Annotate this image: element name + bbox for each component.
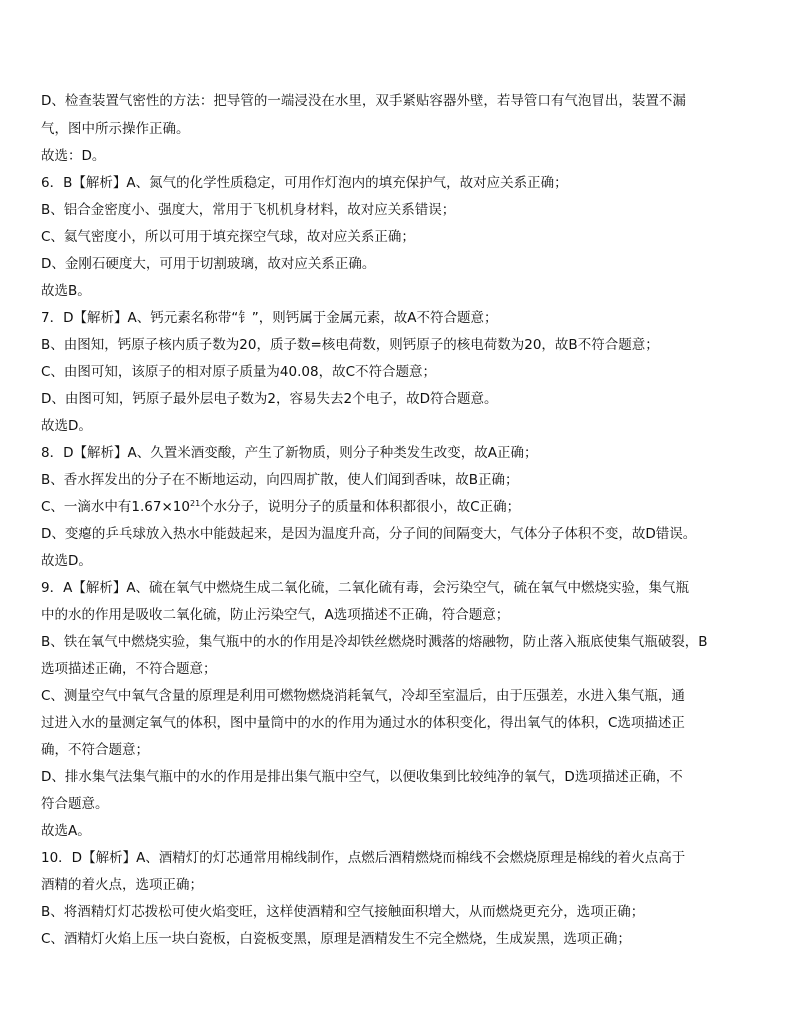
text-line: D、由图可知，钙原子最外层电子数为2，容易失去2个电子，故D符合题意。 xyxy=(41,391,498,407)
text-line: C、测量空气中氧气含量的原理是利用可燃物燃烧消耗氧气，冷却至室温后，由于压强差，水进入集气瓶，通 xyxy=(41,688,685,704)
superscript-exponent: 21 xyxy=(189,499,201,508)
text-fragment: C、一滴水中有1.67×10 xyxy=(41,499,190,515)
text-line: C、氦气密度小，所以可用于填充探空气球，故对应关系正确； xyxy=(41,229,415,245)
text-line: 故选D。 xyxy=(41,553,92,569)
text-line: 8．D【解析】A、久置米酒变酸，产生了新物质，则分子种类发生改变，故A正确； xyxy=(41,445,538,461)
text-line: 9．A【解析】A、硫在氧气中燃烧生成二氧化硫，二氧化硫有毒，会污染空气，硫在氧气中燃烧实验，集气瓶 xyxy=(41,580,690,596)
text-line: 故选：D。 xyxy=(41,148,106,164)
text-line: 确，不符合题意； xyxy=(41,742,149,758)
text-line: 选项描述正确，不符合题意； xyxy=(41,661,217,677)
text-line: B、将酒精灯灯芯拨松可使火焰变旺，这样使酒精和空气接触面积增大，从而燃烧更充分，选项正确； xyxy=(41,904,645,920)
text-line: 故选B。 xyxy=(41,283,91,299)
text-fragment: 个水分子，说明分子的质量和体积都很小，故C正确； xyxy=(200,499,521,515)
text-line: 气，图中所示操作正确。 xyxy=(41,121,190,137)
text-line: D、变瘪的乒乓球放入热水中能鼓起来，是因为温度升高，分子间的间隔变大，气体分子体积不变，故D错误。 xyxy=(41,526,697,542)
text-line: 故选D。 xyxy=(41,418,92,434)
text-line: C、酒精灯火焰上压一块白瓷板，白瓷板变黑，原理是酒精发生不完全燃烧，生成炭黑，选项正确； xyxy=(41,931,631,947)
text-line: 符合题意。 xyxy=(41,796,109,812)
text-line: B、铝合金密度小、强度大，常用于飞机机身材料，故对应关系错误； xyxy=(41,202,456,218)
text-line: 7．D【解析】A、钙元素名称带“钅”，则钙属于金属元素，故A不符合题意； xyxy=(41,310,498,326)
text-line: D、排水集气法集气瓶中的水的作用是排出集气瓶中空气，以便收集到比较纯净的氧气，D选项描述正确，不 xyxy=(41,769,683,785)
text-line: 过进入水的量测定氧气的体积，图中量筒中的水的作用为通过水的体积变化，得出氧气的体积，C选项描述正 xyxy=(41,715,685,731)
text-line: B、铁在氧气中燃烧实验，集气瓶中的水的作用是冷却铁丝燃烧时溅落的熔融物，防止落入瓶底使集气瓶破裂，B xyxy=(41,634,708,650)
text-line: 10．D【解析】A、酒精灯的灯芯通常用棉线制作，点燃后酒精燃烧而棉线不会燃烧原理是棉线的着火点高于 xyxy=(41,850,686,866)
text-line: 6．B【解析】A、氮气的化学性质稳定，可用作灯泡内的填充保护气，故对应关系正确； xyxy=(41,175,568,191)
text-line xyxy=(41,498,771,516)
text-line: C、由图可知，该原子的相对原子质量为40.08，故C不符合题意； xyxy=(41,364,436,380)
text-line: 酒精的着火点，选项正确； xyxy=(41,877,203,893)
text-line: 故选A。 xyxy=(41,823,91,839)
text-line: 中的水的作用是吸收二氧化硫，防止污染空气，A选项描述不正确，符合题意； xyxy=(41,607,510,623)
text-line: D、金刚石硬度大，可用于切割玻璃，故对应关系正确。 xyxy=(41,256,376,272)
text-line: D、检查装置气密性的方法：把导管的一端浸没在水里，双手紧贴容器外壁，若导管口有气泡冒出，装置不漏 xyxy=(41,93,686,109)
text-line: B、由图知，钙原子核内质子数为20，质子数=核电荷数，则钙原子的核电荷数为20，故B不符合题意； xyxy=(41,337,659,353)
text-line: B、香水挥发出的分子在不断地运动，向四周扩散，使人们闻到香味，故B正确； xyxy=(41,472,519,488)
